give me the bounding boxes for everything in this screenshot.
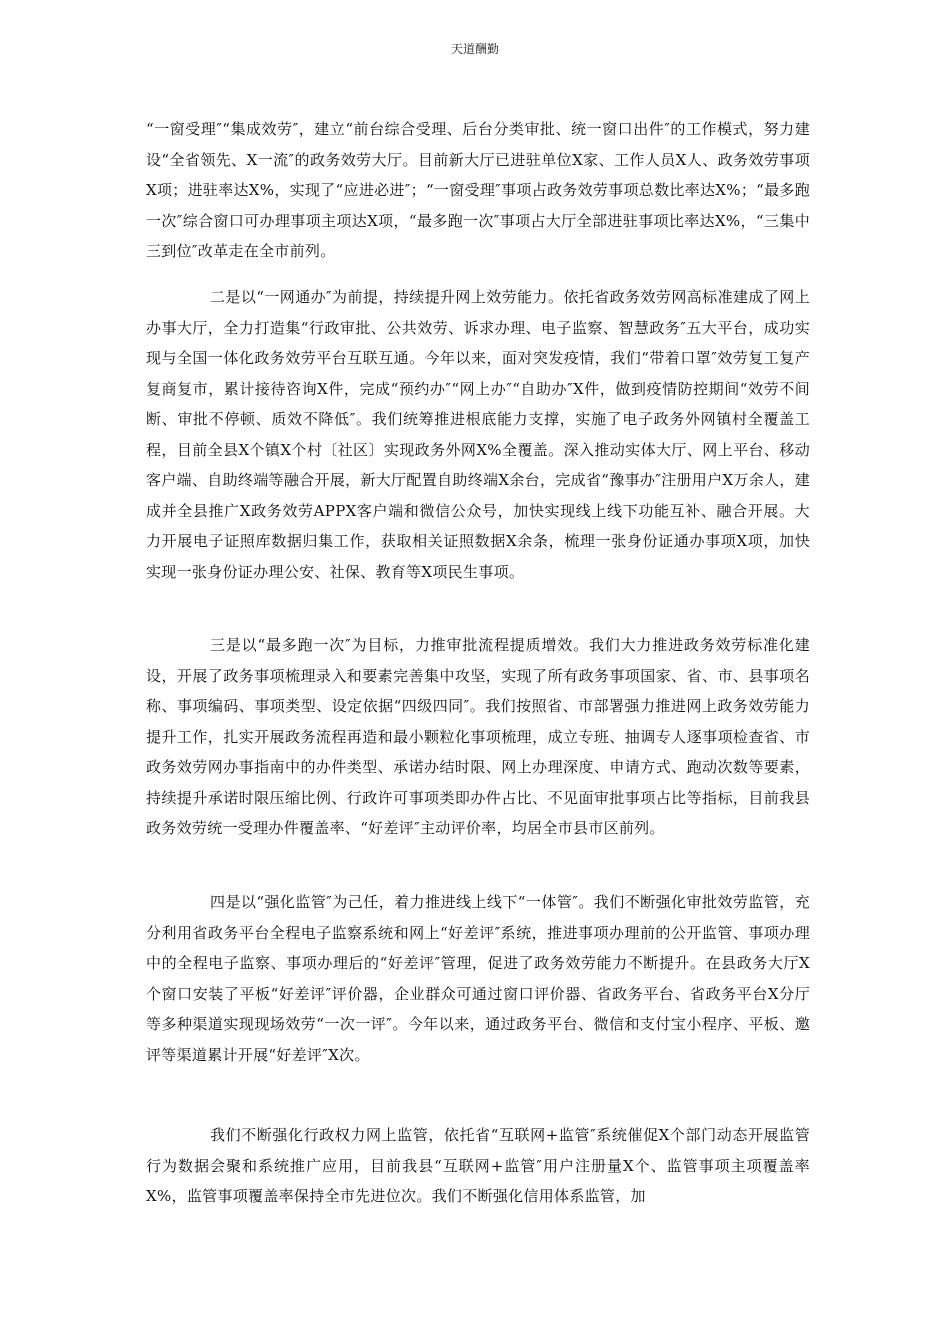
paragraph-text: 我们不断强化行政权力网上监管，依托省“互联网+监管″系统催促X个部门动态开展监管行为数据会聚和系统推广应用，目前我县“互联网+监管″用户注册量X个、监管事项主项覆盖率X%，监管事项覆盖率保持全市先进位次。我们不断强化信用体系监管，加 [146,1126,810,1205]
page-header: 天道酬勤 [450,42,499,56]
paragraph-1 [146,114,810,267]
paragraph-text: 四是以“强化监管″为己任，着力推进线上线下“一体管″。我们不断强化审批效劳监管，充分利用省政务平台全程电子监察系统和网上“好差评″系统，推进事项办理前的公开监管、事项办理中的全程电子监察、事项办理后的“好差评″管理，促进了政务效劳能力不断提升。在县政务大厅X个窗口安装了平板“好差评″评价器，企业群众可通过窗口评价器、省政务平台、省政务平台X分厅等多种渠道实现现场效劳“一次一评″。今年以来，通过政务平台、微信和支付宝小程序、平板、邀评等渠道累计开展“好差评″X次。 [146,893,810,1064]
paragraph-3 [146,630,810,844]
paragraph-5 [146,1120,810,1212]
paragraph-2 [146,282,810,587]
paragraph-text: “一窗受理″“集成效劳″，建立“前台综合受理、后台分类审批、统一窗口出件″的工作模式，努力建设“全省领先、X一流″的政务效劳大厅。目前新大厅已进驻单位X家、工作人员X人、政务效劳事项X项；进驻率达X%，实现了“应进必进″；“一窗受理″事项占政务效劳事项总数比率达X%；“最多跑一次″综合窗口可办理事项主项达X项，“最多跑一次″事项占大厅全部进驻事项比率达X%，“三集中三到位″改革走在全市前列。 [146,120,810,260]
paragraph-4 [146,887,810,1070]
paragraph-text: 三是以“最多跑一次″为目标，力推审批流程提质增效。我们大力推进政务效劳标准化建设，开展了政务事项梳理录入和要素完善集中攻坚，实现了所有政务事项国家、省、市、县事项名称、事项编码、事项类型、设定依据“四级四同″。我们按照省、市部署强力推进网上政务效劳能力提升工作，扎实开展政务流程再造和最小颗粒化事项梳理，成立专班、抽调专人逐事项检查省、市政务效劳网办事指南中的办件类型、承诺办结时限、网上办理深度、申请方式、跑动次数等要素，持续提升承诺时限压缩比例、行政许可事项类即办件占比、不见面审批事项占比等指标，目前我县政务效劳统一受理办件覆盖率、“好差评″主动评价率，均居全市县市区前列。 [146,636,810,837]
paragraph-text: 二是以“一网通办″为前提，持续提升网上效劳能力。依托省政务效劳网高标准建成了网上办事大厅，全力打造集“行政审批、公共效劳、诉求办理、电子监察、智慧政务″五大平台，成功实现与全国一体化政务效劳平台互联互通。今年以来，面对突发疫情，我们“带着口罩″效劳复工复产复商复市，累计接待咨询X件，完成“预约办″“网上办″“自助办″X件，做到疫情防控期间“效劳不间断、审批不停顿、质效不降低″。我们统筹推进根底能力支撑，实施了电子政务外网镇村全覆盖工程，目前全县X个镇X个村〔社区〕实现政务外网X%全覆盖。深入推动实体大厅、网上平台、移动客户端、自助终端等融合开展，新大厅配置自助终端X余台，完成省“豫事办″注册用户X万余人，建成并全县推广X政务效劳APPX客户端和微信公众号，加快实现线上线下功能互补、融合开展。大力开展电子证照库数据归集工作，获取相关证照数据X余条，梳理一张身份证通办事项X项，加快实现一张身份证办理公安、社保、教育等X项民生事项。 [146,288,810,581]
